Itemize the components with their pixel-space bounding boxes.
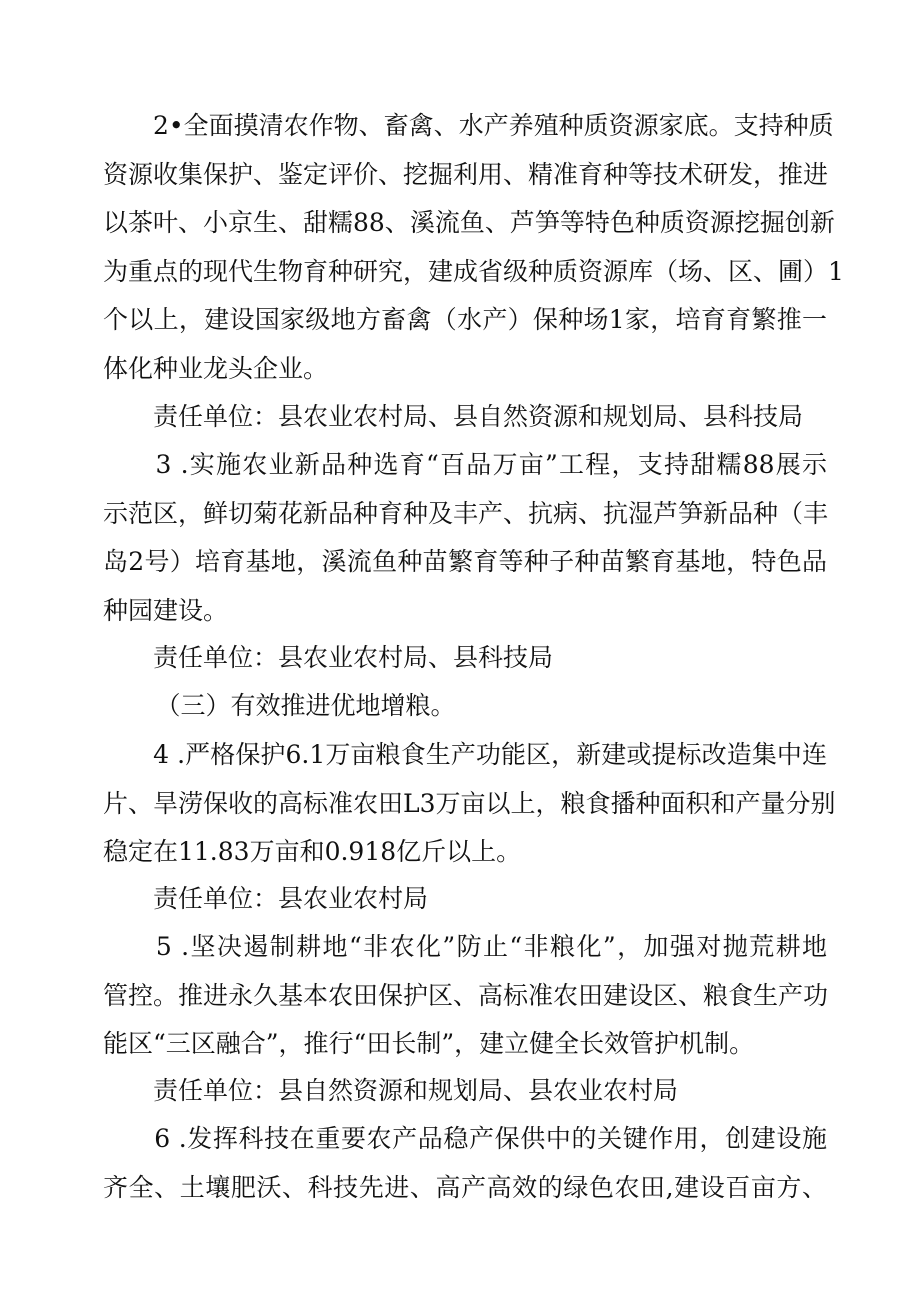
text-line: 稳定在11.83万亩和0.918亿斤以上。: [103, 837, 522, 866]
text-line: 示范区，鲜切菊花新品种育种及丰产、抗病、抗湿芦笋新品种（丰: [103, 498, 829, 528]
responsible-units-2: [103, 634, 827, 683]
text-line: 体化种业龙头企业。: [103, 353, 329, 383]
section-heading: [118, 682, 842, 731]
text-line: 为重点的现代生物育种研究，建成省级种质资源库（场、区、圃）1: [103, 256, 844, 286]
text-line: 5 .坚决遏制耕地“非农化”防止“非粮化”，加强对抛荒耕地: [103, 932, 827, 961]
responsible-units-1: [103, 393, 827, 442]
paragraph-grain-protection: [103, 731, 836, 877]
text-line: 责任单位：县自然资源和规划局、县农业农村局: [103, 1076, 679, 1105]
text-line: 6 .发挥科技在重要农产品稳产保供中的关键作用，创建设施: [103, 1124, 827, 1153]
responsible-units-4: [103, 1067, 827, 1116]
text-line: 能区“三区融合”，推行“田长制”，建立健全长效管护机制。: [103, 1029, 755, 1058]
text-line: 责任单位：县农业农村局: [103, 884, 429, 913]
text-line: 以茶叶、小京生、甜糯88、溪流鱼、芦笋等特色种质资源挖掘创新: [103, 208, 835, 237]
text-line: 齐全、土壤肥沃、科技先进、高产高效的绿色农田,建设百亩方、: [103, 1172, 827, 1202]
paragraph-technology: [103, 1115, 827, 1212]
text-line: 3 .实施农业新品种选育“百品万亩”工程，支持甜糯88展示: [103, 450, 827, 479]
paragraph-new-varieties: [103, 441, 827, 635]
paragraph-germplasm: [103, 102, 844, 393]
text-line: 种园建设。: [103, 595, 229, 625]
text-line: 管控。推进永久基本农田保护区、高标准农田建设区、粮食生产功: [103, 980, 829, 1010]
text-line: 责任单位：县农业农村局、县自然资源和规划局、县科技局: [103, 402, 804, 431]
text-line: 2•全面摸清农作物、畜禽、水产养殖种质资源家底。支持种质: [103, 111, 834, 140]
text-line: 个以上，建设国家级地方畜禽（水产）保种场1家，培育育繁推一: [103, 305, 827, 334]
text-line: 资源收集保护、鉴定评价、挖掘利用、精准育种等技术研发，推进: [103, 159, 829, 189]
text-line: （三）有效推进优地增粮。: [118, 691, 456, 720]
text-line: 4 .严格保护6.1万亩粮食生产功能区，新建或提标改造集中连: [103, 740, 827, 769]
paragraph-farmland-control: [103, 923, 827, 1069]
responsible-units-3: [103, 875, 827, 924]
text-line: 片、旱涝保收的高标准农田L3万亩以上，粮食播种面积和产量分别: [103, 788, 836, 818]
text-line: 责任单位：县农业农村局、县科技局: [103, 643, 554, 672]
text-line: 岛2号）培育基地，溪流鱼种苗繁育等种子种苗繁育基地，特色品: [103, 547, 827, 576]
